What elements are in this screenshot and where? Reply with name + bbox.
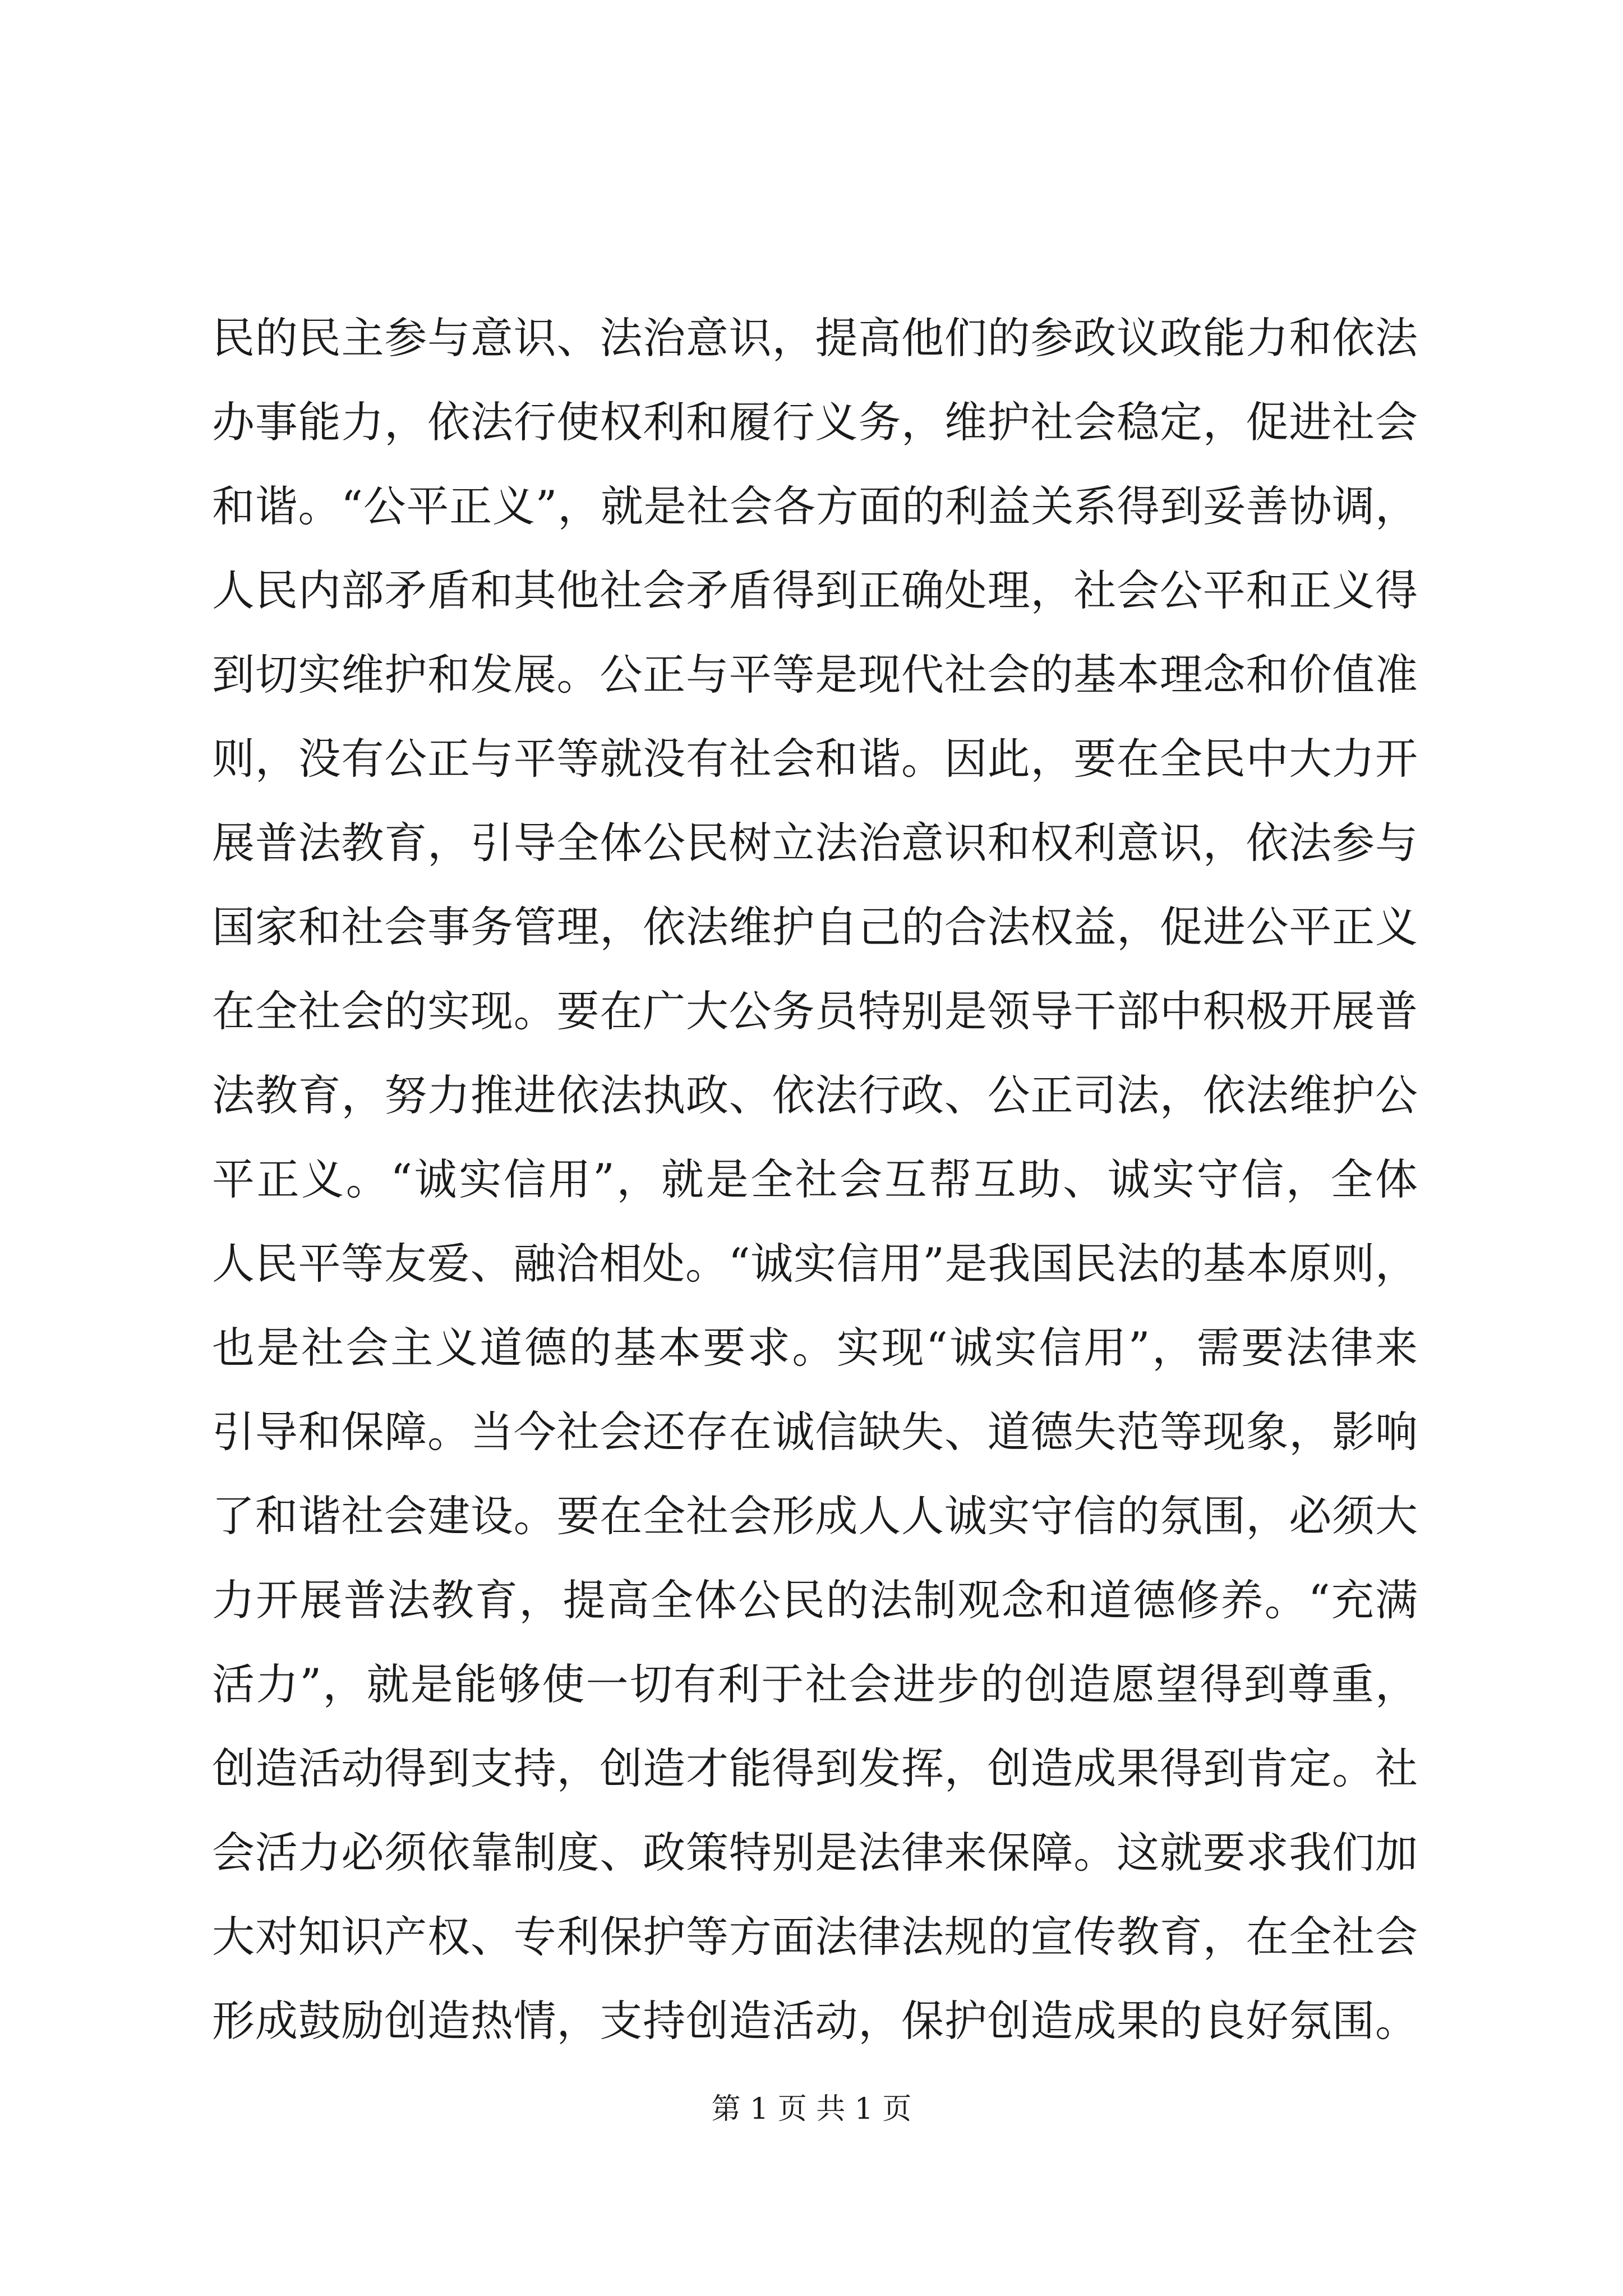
text-line: 活力”，就是能够使一切有利于社会进步的创造愿望得到尊重，	[212, 1659, 1418, 1709]
text-line: 民的民主参与意识、法治意识，提高他们的参政议政能力和依法	[212, 313, 1418, 363]
page-number-footer: 第 1 页 共 1 页	[711, 2092, 912, 2126]
text-line: 和谐。“公平正义”，就是社会各方面的利益关系得到妥善协调，	[212, 481, 1418, 531]
text-line: 办事能力，依法行使权利和履行义务，维护社会稳定，促进社会	[212, 397, 1418, 447]
text-line: 平正义。“诚实信用”，就是全社会互帮互助、诚实守信，全体	[212, 1154, 1418, 1204]
text-line: 引导和保障。当今社会还存在诚信缺失、道德失范等现象，影响	[212, 1407, 1418, 1457]
text-line: 创造活动得到支持，创造才能得到发挥，创造成果得到肯定。社	[212, 1743, 1418, 1793]
body-paragraph	[212, 296, 1418, 2063]
text-line: 也是社会主义道德的基本要求。实现“诚实信用”，需要法律来	[212, 1323, 1418, 1373]
text-line: 力开展普法教育，提高全体公民的法制观念和道德修养。“充满	[212, 1575, 1418, 1625]
text-line: 国家和社会事务管理，依法维护自己的合法权益，促进公平正义	[212, 902, 1418, 952]
text-line: 法教育，努力推进依法执政、依法行政、公正司法，依法维护公	[212, 1070, 1418, 1120]
text-line: 人民内部矛盾和其他社会矛盾得到正确处理，社会公平和正义得	[212, 565, 1418, 615]
text-line: 大对知识产权、专利保护等方面法律法规的宣传教育，在全社会	[212, 1912, 1418, 1962]
text-line: 在全社会的实现。要在广大公务员特别是领导干部中积极开展普	[212, 986, 1418, 1036]
text-line: 人民平等友爱、融洽相处。“诚实信用”是我国民法的基本原则，	[212, 1239, 1418, 1289]
text-line: 了和谐社会建设。要在全社会形成人人诚实守信的氛围，必须大	[212, 1491, 1418, 1541]
text-line: 到切实维护和发展。公正与平等是现代社会的基本理念和价值准	[212, 650, 1418, 700]
text-line: 则，没有公正与平等就没有社会和谐。因此，要在全民中大力开	[212, 734, 1418, 784]
text-line: 展普法教育，引导全体公民树立法治意识和权利意识，依法参与	[212, 818, 1418, 868]
text-line: 会活力必须依靠制度、政策特别是法律来保障。这就要求我们加	[212, 1828, 1418, 1878]
text-line: 形成鼓励创造热情，支持创造活动，保护创造成果的良好氛围。	[212, 1996, 1418, 2046]
